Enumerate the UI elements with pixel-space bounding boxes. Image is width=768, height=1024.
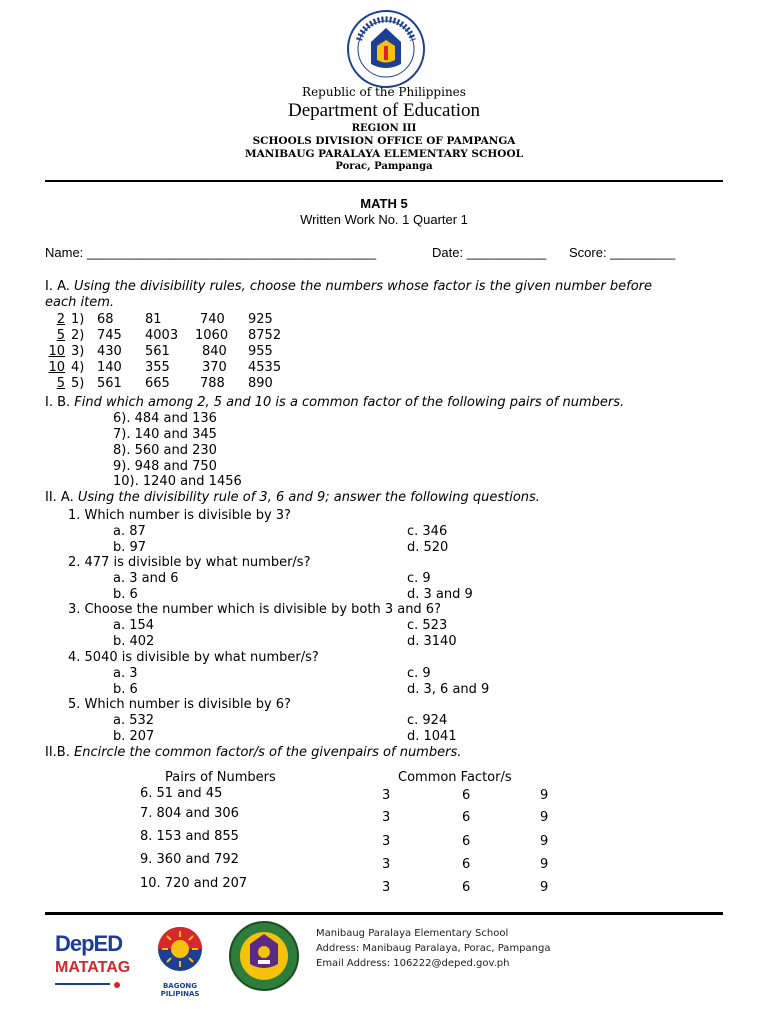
- header-divider: [45, 180, 723, 182]
- factor-option[interactable]: 9: [540, 788, 549, 803]
- choice-b: b. 6: [113, 587, 138, 602]
- factor-option[interactable]: 6: [462, 834, 471, 849]
- section-2b-prefix: II.B.: [45, 745, 70, 760]
- choice-d: d. 3, 6 and 9: [407, 682, 490, 697]
- factor-option[interactable]: 6: [462, 880, 471, 895]
- factor-option[interactable]: 6: [462, 810, 471, 825]
- pair-cell: 6. 51 and 45: [140, 786, 223, 801]
- choice-value: 4003: [145, 328, 179, 343]
- footer-address: Address: Manibaug Paralaya, Porac, Pampanga: [316, 943, 551, 954]
- pair-cell: 7. 804 and 306: [140, 806, 239, 821]
- section-2b-heading: [45, 745, 461, 760]
- factor-option[interactable]: 9: [540, 880, 549, 895]
- choice-c: c. 346: [407, 524, 448, 539]
- division-text: SCHOOLS DIVISION OFFICE OF PAMPANGA: [252, 135, 516, 147]
- region-text: REGION III: [351, 123, 417, 134]
- footer-school-name: Manibaug Paralaya Elementary School: [316, 928, 509, 939]
- factor-option[interactable]: 9: [540, 810, 549, 825]
- deped-tagline-bar: [55, 981, 135, 991]
- footer-contact: [316, 926, 550, 971]
- factor-option[interactable]: 3: [382, 880, 391, 895]
- list-item: 8). 560 and 230: [113, 443, 217, 458]
- pair-cell: 9. 360 and 792: [140, 852, 239, 867]
- choice-value: 1060: [195, 328, 229, 343]
- item-number: 5): [71, 376, 85, 391]
- choice-value: 890: [248, 376, 273, 391]
- pair-cell: 10. 720 and 207: [140, 876, 248, 891]
- choice-value: 81: [145, 312, 162, 327]
- question: 3. Choose the number which is divisible by both 3 and 6?: [68, 602, 441, 617]
- question: 1. Which number is divisible by 3?: [68, 508, 291, 523]
- choice-c: c. 523: [407, 618, 448, 633]
- choice-c: c. 924: [407, 713, 448, 728]
- section-2a-instruction: Using the divisibility rule of 3, 6 and 9; answer the following questions.: [77, 490, 540, 505]
- choice-d: d. 520: [407, 540, 449, 555]
- list-item: 6). 484 and 136: [113, 411, 217, 426]
- footer-divider: [45, 912, 723, 915]
- department-title: Department of Education: [287, 100, 481, 121]
- list-item: 7). 140 and 345: [113, 427, 217, 442]
- section-2a-heading: [45, 490, 540, 505]
- choice-value: 4535: [248, 360, 282, 375]
- choice-d: d. 1041: [407, 729, 457, 744]
- school-text: MANIBAUG PARALAYA ELEMENTARY SCHOOL: [245, 148, 523, 160]
- choice-a: a. 3 and 6: [113, 571, 179, 586]
- item-number: 1): [71, 312, 85, 327]
- location-text: Porac, Pampanga: [335, 161, 433, 172]
- footer-email[interactable]: Email Address: 106222@deped.gov.ph: [316, 958, 510, 969]
- item-number: 4): [71, 360, 85, 375]
- choice-value: 665: [145, 376, 170, 391]
- factor-option[interactable]: 3: [382, 810, 391, 825]
- section-1b-instruction: Find which among 2, 5 and 10 is a common factor of the following pairs of numbers.: [74, 395, 625, 410]
- question: 5. Which number is divisible by 6?: [68, 697, 291, 712]
- work-title: Written Work No. 1 Quarter 1: [300, 212, 468, 227]
- choice-value: 561: [97, 376, 122, 391]
- section-1b-heading: [45, 395, 624, 410]
- section-1a-prefix: I. A.: [45, 279, 70, 294]
- choice-value: 788: [200, 376, 225, 391]
- factor-option[interactable]: 3: [382, 788, 391, 803]
- factor-option[interactable]: 9: [540, 834, 549, 849]
- column-header-pairs: Pairs of Numbers: [165, 770, 276, 785]
- deped-logo: [55, 930, 135, 992]
- matatag-text: MATATAG: [55, 959, 131, 976]
- choice-value: 8752: [248, 328, 282, 343]
- factor-option[interactable]: 6: [462, 788, 471, 803]
- choice-value: 740: [200, 312, 225, 327]
- choice-value: 68: [97, 312, 114, 327]
- section-1b-prefix: I. B.: [45, 395, 71, 410]
- name-field[interactable]: Name: ________________________________________: [45, 245, 377, 260]
- bagong-pilipinas-emblem: [145, 925, 215, 973]
- choice-value: 745: [97, 328, 122, 343]
- given-factor: 5: [56, 376, 65, 391]
- choice-value: 355: [145, 360, 170, 375]
- subject-title: MATH 5: [360, 196, 408, 211]
- choice-value: 840: [202, 344, 227, 359]
- deped-logo-text: DepED: [55, 931, 123, 956]
- date-field[interactable]: Date: ___________: [432, 245, 547, 260]
- choice-a: a. 3: [113, 666, 138, 681]
- list-item: 10). 1240 and 1456: [113, 474, 242, 489]
- pair-cell: 8. 153 and 855: [140, 829, 239, 844]
- choice-value: 925: [248, 312, 273, 327]
- given-factor: 2: [56, 312, 65, 327]
- item-number: 2): [71, 328, 85, 343]
- choice-b: b. 97: [113, 540, 147, 555]
- choice-b: b. 6: [113, 682, 138, 697]
- choice-b: b. 207: [113, 729, 155, 744]
- section-1a-heading: [45, 279, 652, 294]
- section-1a-instruction-cont: each item.: [45, 295, 114, 310]
- bagong-pilipinas-text: BAGONG PILIPINAS: [160, 982, 200, 998]
- section-1a-instruction: Using the divisibility rules, choose the numbers whose factor is the given number before: [74, 279, 652, 294]
- factor-option[interactable]: 3: [382, 857, 391, 872]
- choice-a: a. 154: [113, 618, 155, 633]
- choice-d: d. 3140: [407, 634, 457, 649]
- choice-a: a. 87: [113, 524, 146, 539]
- question: 2. 477 is divisible by what number/s?: [68, 555, 311, 570]
- given-factor: 5: [56, 328, 65, 343]
- item-number: 3): [71, 344, 85, 359]
- choice-b: b. 402: [113, 634, 155, 649]
- choice-value: 370: [202, 360, 227, 375]
- given-factor: 10: [48, 360, 65, 375]
- deped-seal: [347, 10, 425, 88]
- school-seal: [228, 920, 300, 992]
- republic-text: Republic of the Philippines: [302, 85, 466, 99]
- bagong-pilipinas-logo: [145, 925, 215, 998]
- question: 4. 5040 is divisible by what number/s?: [68, 650, 319, 665]
- section-2a-prefix: II. A.: [45, 490, 74, 505]
- factor-option[interactable]: 3: [382, 834, 391, 849]
- choice-value: 140: [97, 360, 122, 375]
- list-item: 9). 948 and 750: [113, 459, 217, 474]
- factor-option[interactable]: 9: [540, 857, 549, 872]
- choice-c: c. 9: [407, 571, 431, 586]
- choice-value: 561: [145, 344, 170, 359]
- column-header-factors: Common Factor/s: [398, 770, 512, 785]
- score-field[interactable]: Score: _________: [569, 245, 676, 260]
- choice-d: d. 3 and 9: [407, 587, 473, 602]
- choice-value: 955: [248, 344, 273, 359]
- given-factor: 10: [48, 344, 65, 359]
- choice-value: 430: [97, 344, 122, 359]
- choice-a: a. 532: [113, 713, 155, 728]
- choice-c: c. 9: [407, 666, 431, 681]
- factor-option[interactable]: 6: [462, 857, 471, 872]
- section-2b-instruction: Encircle the common factor/s of the givenpairs of numbers.: [74, 745, 462, 760]
